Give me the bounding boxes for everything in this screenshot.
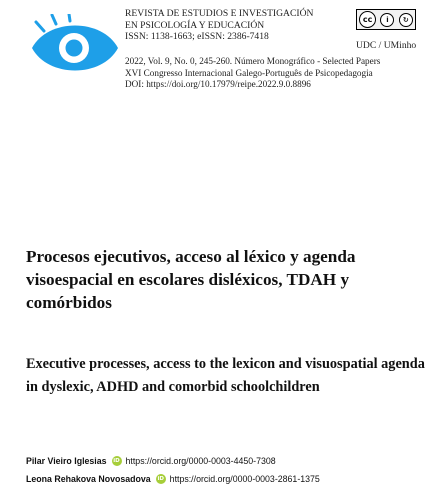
attribution-icon: i [380,13,394,27]
journal-name-line2: EN PSICOLOGÍA Y EDUCACIÓN [125,19,265,31]
orcid-link[interactable]: https://orcid.org/0000-0003-4450-7308 [125,456,276,466]
journal-header [125,8,313,43]
cc-license-badge[interactable] [356,9,416,30]
issue-info: 2022, Vol. 9, No. 0, 245-260. Número Monográfico - Selected Papers [125,56,381,66]
article-meta [125,56,380,91]
author-line [26,456,276,466]
article-title-spanish: Procesos ejecutivos, acceso al léxico y agenda visoespacial en escolares disléxicos, TDAH y comórbidos [26,247,356,312]
share-alike-icon: ↻ [399,13,413,27]
orcid-icon[interactable] [156,474,166,484]
journal-issn: ISSN: 1138-1663; eISSN: 2386-7418 [125,31,269,43]
cc-icon: cc [359,11,376,28]
congress-info: XVI Congresso Internacional Galego-Português de Psicopedagogia [125,67,373,78]
eye-logo-icon [30,14,120,78]
author-name: Leona Rehakova Novosadova [26,474,151,484]
publisher-label: UDC / UMinho [356,40,417,51]
doi-line [125,79,380,91]
doi-link[interactable]: https://doi.org/10.17979/reipe.2022.9.0.8896 [146,79,311,90]
journal-name-line1: REVISTA DE ESTUDIOS E INVESTIGACIÓN [125,8,314,19]
orcid-link[interactable]: https://orcid.org/0000-0003-2861-1375 [169,474,320,484]
article-title-english: Executive processes, access to the lexicon and visuospatial agenda in dyslexic, ADHD and comorbid schoolchildren [26,356,425,395]
author-line [26,474,320,484]
author-name: Pilar Vieiro Iglesias [26,456,107,466]
doi-label: DOI: [125,79,144,90]
orcid-icon[interactable] [112,456,122,466]
